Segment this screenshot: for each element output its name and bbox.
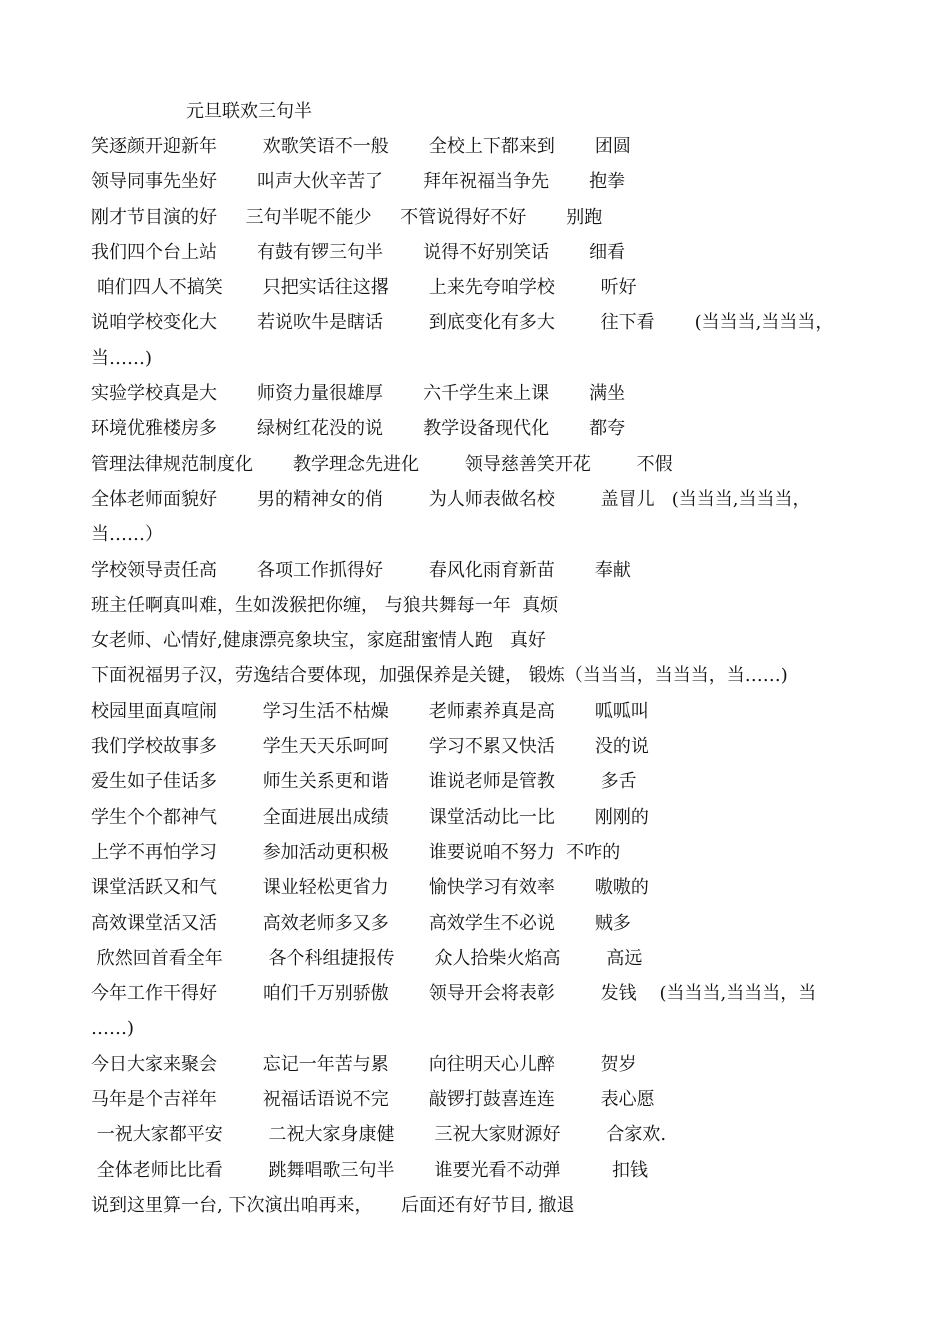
text-line: 上学不再怕学习 参加活动更积极 谁要说咱不努力 不咋的	[91, 841, 621, 863]
text-line: 咱们四人不搞笑 只把实话往这撂 上来先夸咱学校 听好	[91, 277, 637, 299]
text-line: 高效课堂活又活 高效老师多又多 高效学生不必说 贼多	[91, 912, 631, 934]
text-line: 领导同事先坐好 叫声大伙辛苦了 拜年祝福当争先 抱拳	[91, 171, 626, 193]
text-line: 今年工作干得好 咱们千万别骄傲 领导开会将表彰 发钱 (当当当,当当当，当	[91, 983, 817, 1005]
text-line: 管理法律规范制度化 教学理念先进化 领导慈善笑开花 不假	[91, 453, 673, 475]
text-line: 课堂活跃又和气 课业轻松更省力 愉快学习有效率 嗷嗷的	[91, 877, 649, 899]
text-line: 一祝大家都平安 二祝大家身康健 三祝大家财源好 合家欢.	[91, 1124, 667, 1146]
text-line: 马年是个吉祥年 祝福话语说不完 敲锣打鼓喜连连 表心愿	[91, 1089, 655, 1111]
text-line: 女老师、心情好,健康漂亮象块宝，家庭甜蜜情人跑 真好	[91, 630, 546, 652]
text-line: 学校领导责任高 各项工作抓得好 春风化雨育新苗 奉献	[91, 559, 631, 581]
text-line: 欣然回首看全年 各个科组捷报传 众人拾柴火焰高 高远	[91, 947, 643, 969]
text-line: 我们学校故事多 学生天天乐呵呵 学习不累又快活 没的说	[91, 736, 649, 758]
text-line: 当……)	[91, 347, 153, 369]
document-body	[91, 134, 871, 1228]
text-line: 说到这里算一台, 下次演出咱再来， 后面还有好节目, 撤退	[91, 1194, 575, 1216]
text-line: 校园里面真喧闹 学习生活不枯燥 老师素养真是高 呱呱叫	[91, 700, 649, 722]
text-line: 全体老师面貌好 男的精神女的俏 为人师表做名校 盖冒儿 (当当当,当当当，	[91, 488, 811, 510]
text-line: 当……）	[91, 524, 163, 546]
text-line: ……)	[91, 1018, 135, 1040]
text-line: 环境优雅楼房多 绿树红花没的说 教学设备现代化 都夸	[91, 418, 626, 440]
text-line: 刚才节目演的好 三句半呢不能少 不管说得好不好 别跑	[91, 206, 603, 228]
text-line: 爱生如子佳话多 师生关系更和谐 谁说老师是管教 多舌	[91, 771, 637, 793]
text-line: 说咱学校变化大 若说吹牛是瞎话 到底变化有多大 往下看 (当当当,当当当，	[91, 312, 834, 334]
text-line: 学生个个都神气 全面进展出成绩 课堂活动比一比 刚刚的	[91, 806, 649, 828]
document-title: 元旦联欢三句半	[186, 101, 312, 122]
text-line: 班主任啊真叫难，生如泼猴把你缠， 与狼共舞每一年 真烦	[91, 594, 559, 616]
text-line: 笑逐颜开迎新年 欢歌笑语不一般 全校上下都来到 团圆	[91, 136, 631, 157]
text-line: 今日大家来聚会 忘记一年苦与累 向往明天心儿醉 贺岁	[91, 1053, 637, 1075]
text-line: 实验学校真是大 师资力量很雄厚 六千学生来上课 满坐	[91, 383, 626, 405]
text-line: 我们四个台上站 有鼓有锣三句半 说得不好别笑话 细看	[91, 241, 626, 263]
text-line: 下面祝福男子汉，劳逸结合要体现，加强保养是关键， 锻炼（当当当，当当当，当……)	[91, 665, 788, 687]
text-line: 全体老师比比看 跳舞唱歌三句半 谁要光看不动弹 扣钱	[91, 1159, 649, 1181]
